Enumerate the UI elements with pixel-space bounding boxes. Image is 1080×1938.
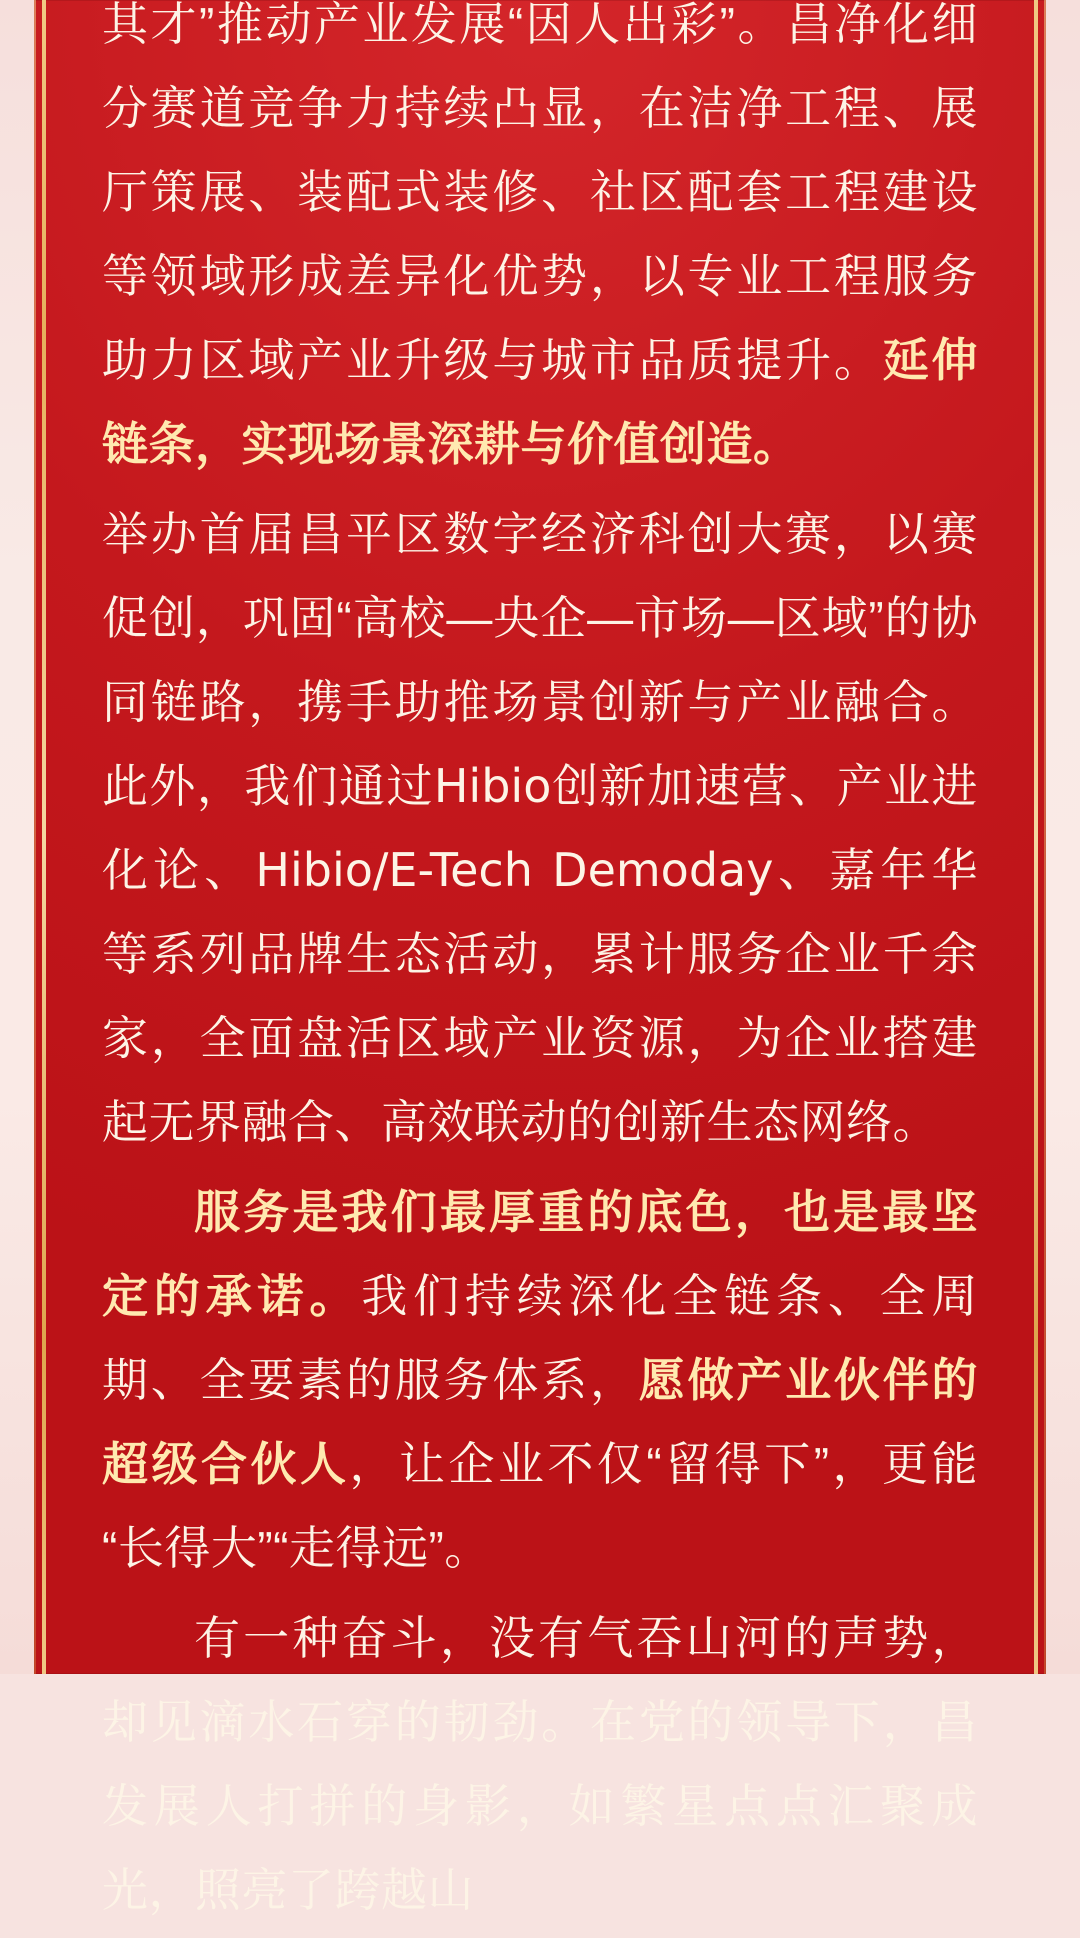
paragraph-2 xyxy=(102,492,978,1164)
body-text-run: 其才”推动产业发展“因人出彩”。昌净化细分赛道竞争力持续凸显，在洁净工程、展厅策展、装配式装修、社区配套工程建设等领域形成差异化优势，以专业工程服务助力区域产业升级与城市品质提升。 xyxy=(102,0,978,386)
gold-border-right xyxy=(1034,0,1038,1674)
gold-border-outer-left xyxy=(34,0,36,1674)
highlighted-text: 服务是我们最厚重的底色，也是最坚定的承诺。 xyxy=(102,1186,978,1322)
highlighted-text: 愿做产业伙伴的超级合伙人 xyxy=(102,1354,979,1490)
latin-text: Hibio/E-Tech Demoday xyxy=(255,843,774,897)
paragraph-4 xyxy=(102,1596,978,1932)
latin-text: Hibio xyxy=(433,759,552,813)
article-body xyxy=(102,0,978,1938)
article-red-card xyxy=(34,0,1046,1916)
highlighted-text: 延伸链条，实现场景深耕与价值创造。 xyxy=(102,334,979,470)
body-text-run: 、嘉年华等系列品牌生态活动，累计服务企业千余家，全面盘活区域产业资源，为企业搭建起无界融合、高效联动的创新生态网络。 xyxy=(102,844,978,1148)
body-text-run: 我们持续深化全链条、全周期、全要素的服务体系， xyxy=(102,1270,978,1406)
body-text-run: 举办首届昌平区数字经济科创大赛，以赛促创，巩固“高校—央企—市场—区域”的协同链路，携手助推场景创新与产业融合。此外，我们通过 xyxy=(102,508,978,812)
paragraph-1 xyxy=(102,0,978,486)
body-text-run: 有一种奋斗，没有气吞山河的声势，却见滴水石穿的韧劲。在党的领导下，昌发展人打拼的身影，如繁星点点汇聚成光，照亮了跨越山 xyxy=(102,1612,978,1916)
body-text-run: ，让企业不仅“留得下”，更能“长得大”“走得远”。 xyxy=(102,1438,979,1574)
gold-border-outer-right xyxy=(1044,0,1046,1674)
paragraph-3 xyxy=(102,1170,978,1590)
gold-border-left xyxy=(42,0,46,1674)
body-text-run: 创新加速营、产业进化论、 xyxy=(102,760,978,896)
